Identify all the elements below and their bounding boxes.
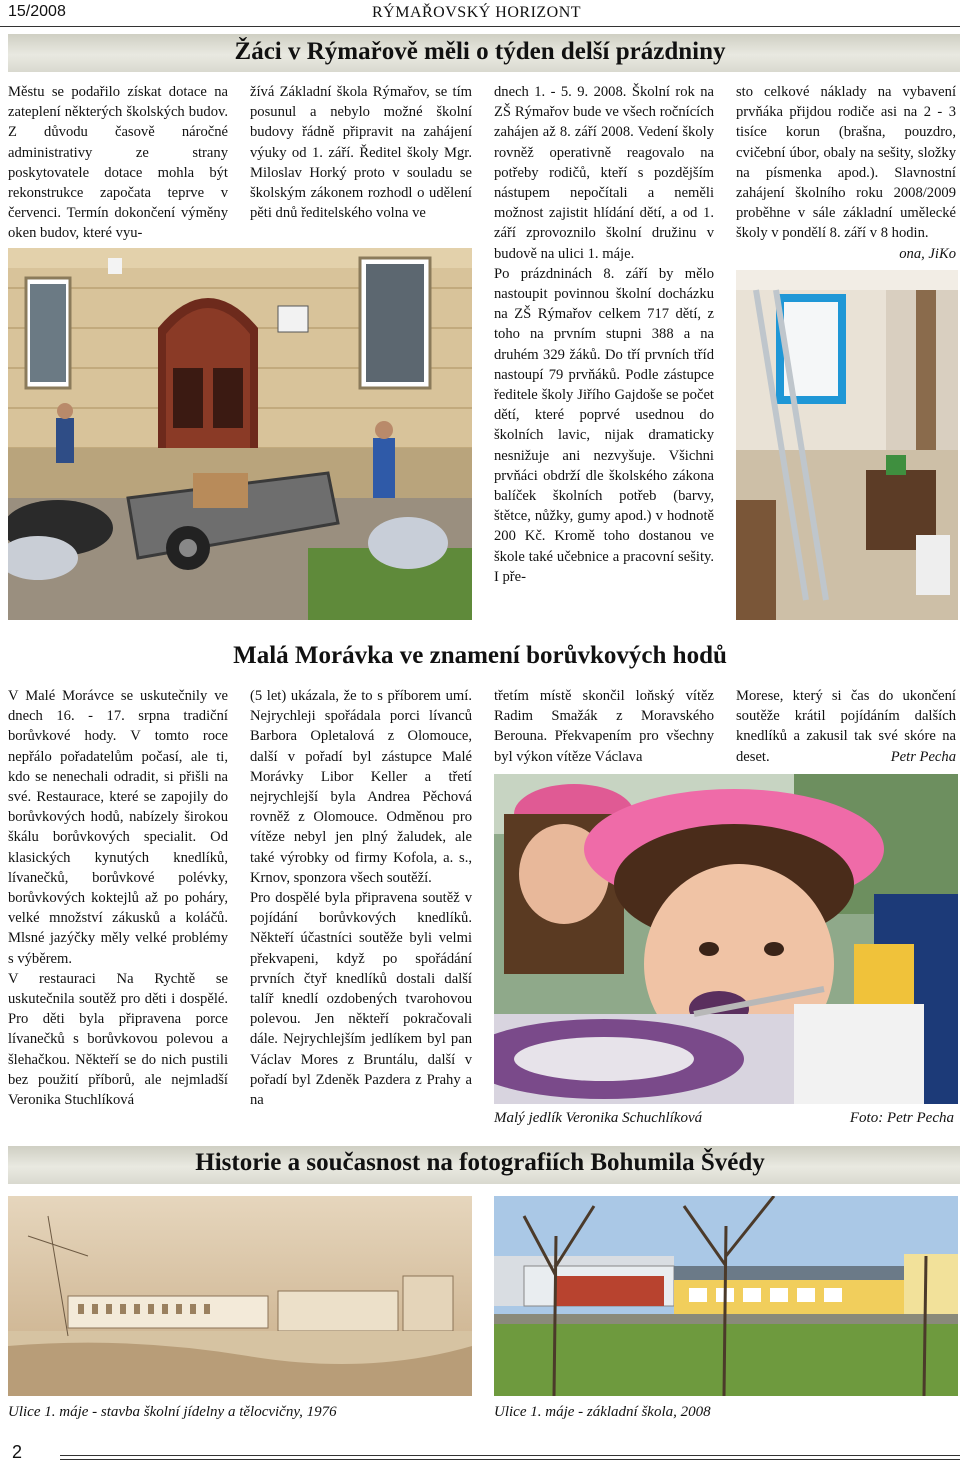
child-photo-credit: Foto: Petr Pecha <box>849 1110 954 1126</box>
article1-col3-p2: Po prázdninách 8. září by mělo nastoupit povinnou školní docházku na ZŠ Rýmařov celkem 717 dětí, z toho na prvním stupni 388 a na druhém 329 žáků. Do tří prvních tříd nastoupí 79 prvňáků. Podle zástupce ředitele školy Jiřího Gajdoše se počet dětí, které poprvé usednou do školních lavic, nijak dramaticky nesnižuje ani nezvyšuje. Všichni prvňáci obdrží dle školského zákona balíček školních potřeb (barvy, štětce, nůžky, gumy apod.) v hodnotě 200 Kč. Kromě toho dostanou ve škole také učebnice a pracovní sešity. I pře- <box>494 265 714 585</box>
article1-col3-p1: dnech 1. - 5. 9. 2008. Školní rok na ZŠ Rýmařov bude ve všech ročnících zahájen až 8. září 2008. Vedení školy rovněž operativně reagovalo na potřeby rodičů, kteří s pozdějším nástupem nepočítali a neměli možnost zajistit hlídání dětí, a od 1. září zprovoznilo školní družinu v budově na ulici 1. máje. <box>494 84 714 262</box>
issue-number: 15/2008 <box>8 3 66 20</box>
article1-col2-text: žívá Základní škola Rýmařov, se tím posunul a nebylo možné školní budovy řádně připravit na zahájení výuky od 1. září. Ředitel školy Mgr. Miloslav Horký proto v souladu se školským zákonem rozhodl o udělení pěti dnů ředitelského volna ve <box>250 84 472 222</box>
article1-col3 <box>494 82 714 587</box>
child-eating-photo <box>494 774 958 1104</box>
article2-col2-p1: (5 let) ukázala, že to s příborem umí. Nejrychleji spořádala porci lívanců Barbora Opletalová z Olomouce, další v pořadí byl zástupce Malé Morávky Libor Keller a třetí nejrychlejší byla Andrea Pěchová rovněž z Olomouce. Odměnou pro vítěze nebyl jen plný žaludek, ale také výrobky od firmy Kofola, a. s., Krnov, sponzora všech soutěží. <box>250 688 472 886</box>
article1-col4-text: sto celkové náklady na vybavení prvňáka přijdou rodiče asi na 2 - 3 tisíce korun (brašna, pouzdro, cvičební úbor, obaly na sešity, složky na písmenka apod.). Slavnostní zahájení školního roku 2008/2009 proběhne v sále základní umělecké školy v pondělí 8. září v 8 hodin. <box>736 84 956 242</box>
article1-col1-text: Městu se podařilo získat dotace na zateplení některých školských budov. Z důvodu časově náročné administrativy ze strany poskytovatele dotace mohla být rekonstrukce započata teprve v červenci. Termín dokončení výměny oken budov, které vyu- <box>8 84 228 242</box>
historic-photo-caption: Ulice 1. máje - stavba školní jídelny a tělocvičny, 1976 <box>8 1404 337 1420</box>
classroom-renovation-photo <box>736 270 958 620</box>
historic-construction-photo <box>8 1196 472 1396</box>
article2-col4-text: Morese, který si čas do ukončení soutěže krátil pojídáním dalších knedlíků a zakusil tak své skóre na deset. <box>736 688 956 765</box>
article2-signature: Petr Pecha <box>890 748 956 765</box>
article2-col2-p2: Pro dospělé byla připravena soutěž v pojídání borůvkových knedlíků. Někteří účastníci soutěže byli velmi překvapeni, když po spořádání prvních čtyř knedlíků dostali další talíř knedlí ozdobených tvarohovou polevou. Jen někteří pokračovali dále. Nejrychlejším jedlíkem byl pan Václav Mores z Bruntálu, další v pořadí byl Zdeněk Pazdera z Prahy a na <box>250 890 472 1109</box>
article2-col2 <box>250 686 472 1110</box>
article2-col3 <box>494 686 714 767</box>
modern-photo-caption: Ulice 1. máje - základní škola, 2008 <box>494 1404 711 1420</box>
footer-rule-bottom <box>60 1459 960 1460</box>
modern-school-photo <box>494 1196 958 1396</box>
page-header <box>0 0 960 27</box>
article1-col1 <box>8 82 228 244</box>
article1-col4 <box>736 82 956 264</box>
article1-signature: ona, JiKo <box>899 245 956 262</box>
article2-col1-p1: V Malé Morávce se uskutečnily ve dnech 16. - 17. srpna tradiční borůvkové hody. V tomto roce nepřálo pořadatelům počasí, ale ti, kdo se nenechali odradit, si přišli na své. Restaurace, které se zapojily do borůvkových hodů, nabízely širokou škálu borůvkových specialit. Od klasických kynutých knedlíků, lívanečků, borůvkové polévky, borůvkových koktejlů až po poháry, velké množství zákusků a koláčů. Mlsné jazýčky měly velké problémy s výběrem. <box>8 688 228 967</box>
article2-col1-p2: V restauraci Na Rychtě se uskutečnila soutěž pro děti i dospělé. Pro děti byla připravena porce lívanečků s borůvkovou polevou a šlehačkou. Někteří se do nich pustili bez použití příborů, ale nejmladší Veronika Stuchlíková <box>8 970 228 1109</box>
article2-col1 <box>8 686 228 1110</box>
child-photo-caption: Malý jedlík Veronika Schuchlíková <box>494 1110 703 1126</box>
article1-headline: Žáci v Rýmařově měli o týden delší prázdniny <box>234 38 726 65</box>
article2-col3-text: třetím místě skončil loňský vítěz Radim Smažák z Moravského Berouna. Překvapením pro všechny byl výkon vítěze Václava <box>494 688 714 765</box>
publication-name: RÝMAŘOVSKÝ HORIZONT <box>372 4 582 21</box>
article3-headline: Historie a současnost na fotografiích Bohumila Švédy <box>195 1149 765 1176</box>
article1-col2 <box>250 82 472 223</box>
footer-rule-top <box>60 1455 960 1456</box>
article2-col4 <box>736 686 956 767</box>
article2-headline: Malá Morávka ve znamení borůvkových hodů <box>233 642 727 669</box>
page-number: 2 <box>12 1442 23 1462</box>
school-building-photo <box>8 248 472 620</box>
